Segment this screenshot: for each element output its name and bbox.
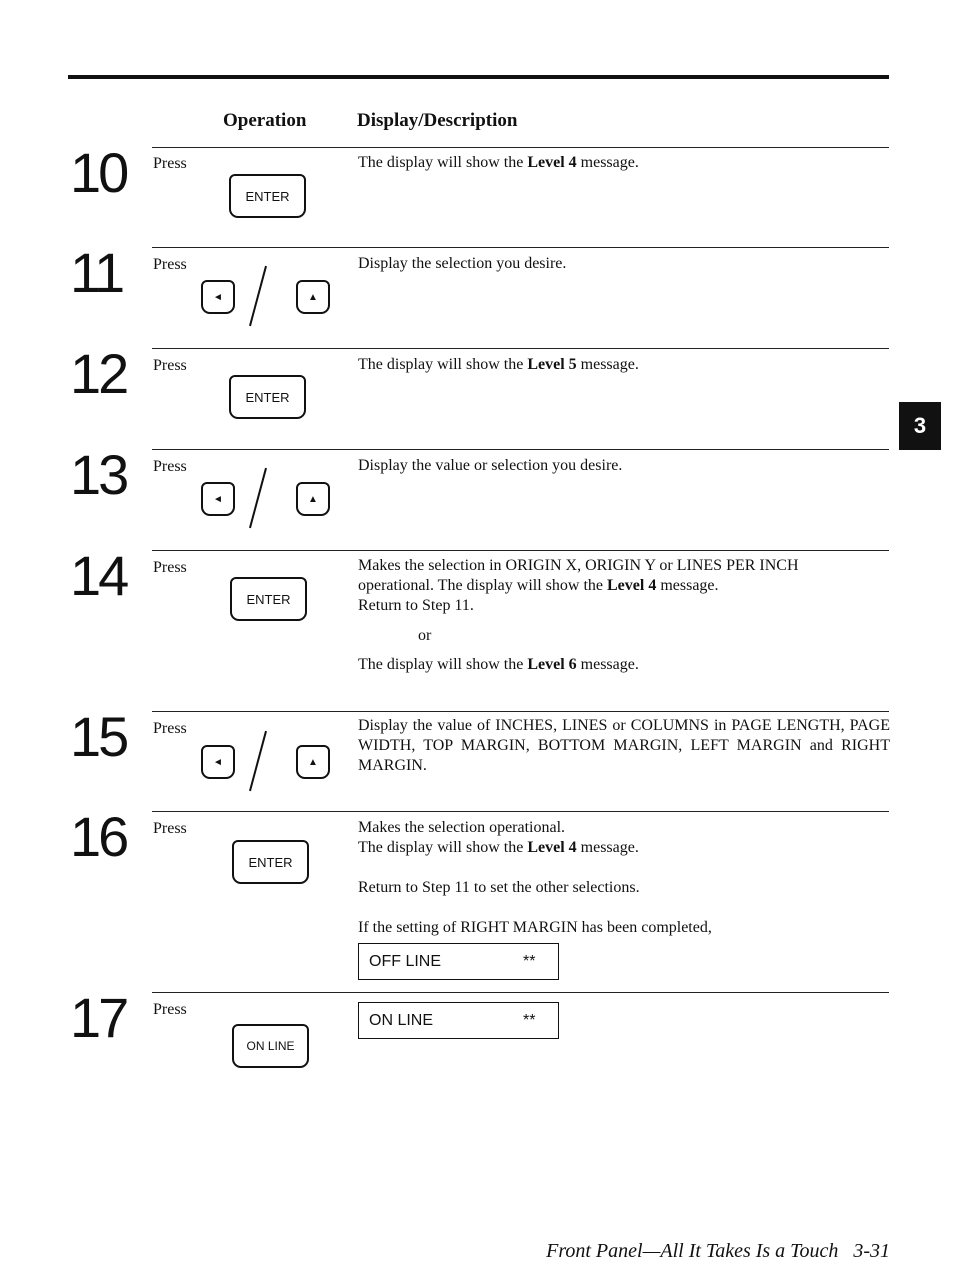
press-label: Press xyxy=(153,559,187,576)
step-number: 15 xyxy=(70,705,127,768)
page-footer: Front Panel—All It Takes Is a Touch 3-31 xyxy=(546,1240,890,1262)
desc-text: The display will show the xyxy=(358,839,528,856)
desc-line: Return to Step 11. xyxy=(358,597,474,614)
desc-text: message. xyxy=(576,839,639,856)
step-12-description xyxy=(358,355,890,375)
section-tab: 3 xyxy=(899,402,941,450)
enter-key: ENTER xyxy=(232,840,309,884)
press-label: Press xyxy=(153,1001,187,1018)
press-label: Press xyxy=(153,357,187,374)
level-label: Level 6 xyxy=(527,656,577,673)
up-arrow-key: ▲ xyxy=(296,745,330,779)
step-13-description: Display the value or selection you desire. xyxy=(358,457,623,474)
desc-line: Makes the selection in ORIGIN X, ORIGIN Y or LINES PER INCH xyxy=(358,557,799,574)
press-label: Press xyxy=(153,155,187,172)
step-number: 16 xyxy=(70,805,127,868)
step-divider xyxy=(152,811,889,812)
step-divider xyxy=(152,992,889,993)
desc-text: operational. The display will show the xyxy=(358,577,607,594)
step-divider xyxy=(152,550,889,551)
step-number: 14 xyxy=(70,544,127,607)
left-arrow-key: ◄ xyxy=(201,745,235,779)
or-label: or xyxy=(418,627,432,644)
display-indicator: ** xyxy=(523,1012,536,1029)
step-divider xyxy=(152,147,889,148)
left-arrow-key: ◄ xyxy=(201,280,235,314)
step-number: 12 xyxy=(70,342,127,405)
desc-line: If the setting of RIGHT MARGIN has been completed, xyxy=(358,919,712,936)
level-label: Level 4 xyxy=(527,154,577,171)
display-indicator: ** xyxy=(523,953,536,970)
online-key: ON LINE xyxy=(232,1024,309,1068)
up-arrow-key: ▲ xyxy=(296,482,330,516)
display-text: OFF LINE xyxy=(369,953,442,970)
step-16-description xyxy=(358,818,890,938)
offline-display xyxy=(358,943,559,980)
desc-text: The display will show the xyxy=(358,356,528,373)
step-15-description: Display the value of INCHES, LINES or COLUMNS in PAGE LENGTH, PAGE WIDTH, TOP MARGIN, BOTTOM MARGIN, LEFT MARGIN and RIGHT MARGIN. xyxy=(358,717,890,774)
display-text: ON LINE xyxy=(369,1012,434,1029)
desc-line: Makes the selection operational. xyxy=(358,819,566,836)
slash-separator xyxy=(249,468,267,528)
press-label: Press xyxy=(153,720,187,737)
desc-text: message. xyxy=(656,577,719,594)
step-divider xyxy=(152,348,889,349)
level-label: Level 4 xyxy=(527,839,577,856)
desc-text: message. xyxy=(576,154,639,171)
step-number: 17 xyxy=(70,986,127,1049)
press-label: Press xyxy=(153,820,187,837)
level-label: Level 5 xyxy=(527,356,577,373)
step-14-description xyxy=(358,556,890,675)
slash-separator xyxy=(249,731,267,791)
step-number: 11 xyxy=(70,241,123,304)
slash-separator xyxy=(249,266,267,326)
desc-line: Return to Step 11 to set the other selections. xyxy=(358,879,640,896)
desc-text: message. xyxy=(576,656,639,673)
press-label: Press xyxy=(153,458,187,475)
step-10-description xyxy=(358,153,890,173)
step-divider xyxy=(152,449,889,450)
desc-text: message. xyxy=(576,356,639,373)
online-display xyxy=(358,1002,559,1039)
enter-key: ENTER xyxy=(229,174,306,218)
step-number: 13 xyxy=(70,443,127,506)
step-divider xyxy=(152,247,889,248)
press-label: Press xyxy=(153,256,187,273)
description-heading: Display/Description xyxy=(357,110,518,131)
desc-text: The display will show the xyxy=(358,154,528,171)
enter-key: ENTER xyxy=(229,375,306,419)
step-number: 10 xyxy=(70,141,127,204)
desc-text: The display will show the xyxy=(358,656,528,673)
top-rule xyxy=(68,75,889,79)
enter-key: ENTER xyxy=(230,577,307,621)
left-arrow-key: ◄ xyxy=(201,482,235,516)
up-arrow-key: ▲ xyxy=(296,280,330,314)
step-11-description: Display the selection you desire. xyxy=(358,255,567,272)
operation-heading: Operation xyxy=(223,110,307,131)
step-divider xyxy=(152,711,889,712)
level-label: Level 4 xyxy=(607,577,657,594)
